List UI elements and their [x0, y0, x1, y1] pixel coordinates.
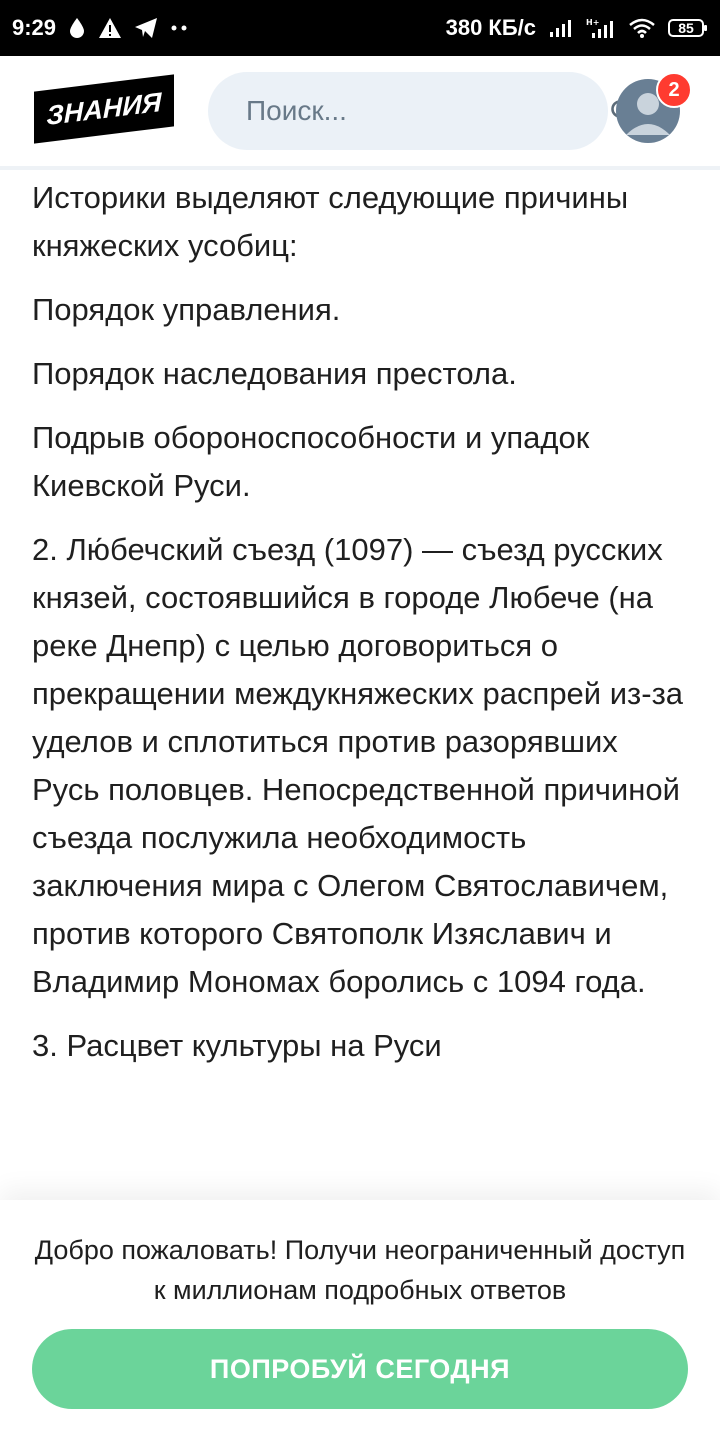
- battery-icon: 85: [668, 19, 704, 37]
- network-speed: 380 КБ/с: [445, 15, 536, 40]
- search-bar[interactable]: [208, 72, 608, 150]
- search-input[interactable]: [244, 94, 609, 128]
- promo-text: Добро пожаловать! Получи неограниченный доступ к миллионам подробных ответов: [34, 1235, 686, 1305]
- paragraph: 2. Лю́бечский съезд (1097) — съезд русских князей, состоявшийся в городе Любече (на реке Днепр) с целью договориться о прекращении междукняжеских распрей из-за уделов и сплотиться против разорявших Русь половцев. Непосредственной причиной съезда послужила необходимость заключения мира с Олегом Святославичем, против которого Святополк Изяславич и Владимир Мономах боролись с 1094 года.: [32, 532, 684, 999]
- paragraph: Порядок наследования престола.: [32, 356, 517, 391]
- warning-icon: [98, 17, 122, 39]
- paragraph: Подрыв обороноспособности и упадок Киевской Руси.: [32, 420, 590, 503]
- answer-content: [32, 174, 692, 1086]
- paragraph: Порядок управления.: [32, 292, 341, 327]
- telegram-icon: [134, 17, 158, 39]
- paragraph: 3. Расцвет культуры на Руси: [32, 1028, 442, 1063]
- wifi-icon: [628, 17, 656, 39]
- promo-panel: [0, 1200, 720, 1440]
- status-bar: [0, 0, 720, 56]
- status-right: [446, 15, 704, 41]
- clock: 9:29: [12, 15, 57, 40]
- signal-2-icon: [586, 17, 616, 39]
- app-header: [0, 56, 720, 170]
- drop-icon: [68, 17, 86, 39]
- logo-text: ЗНАНИЯ: [46, 86, 162, 131]
- signal-icon: [548, 18, 574, 38]
- status-left: [12, 15, 188, 41]
- notification-badge: 2: [656, 72, 692, 108]
- svg-text:H+: H+: [586, 18, 600, 27]
- more-icon: [170, 24, 188, 32]
- paragraph: Историки выделяют следующие причины княжеских усобиц:: [32, 180, 629, 263]
- try-today-button[interactable]: ПОПРОБУЙ СЕГОДНЯ: [32, 1329, 688, 1409]
- logo[interactable]: [34, 74, 174, 143]
